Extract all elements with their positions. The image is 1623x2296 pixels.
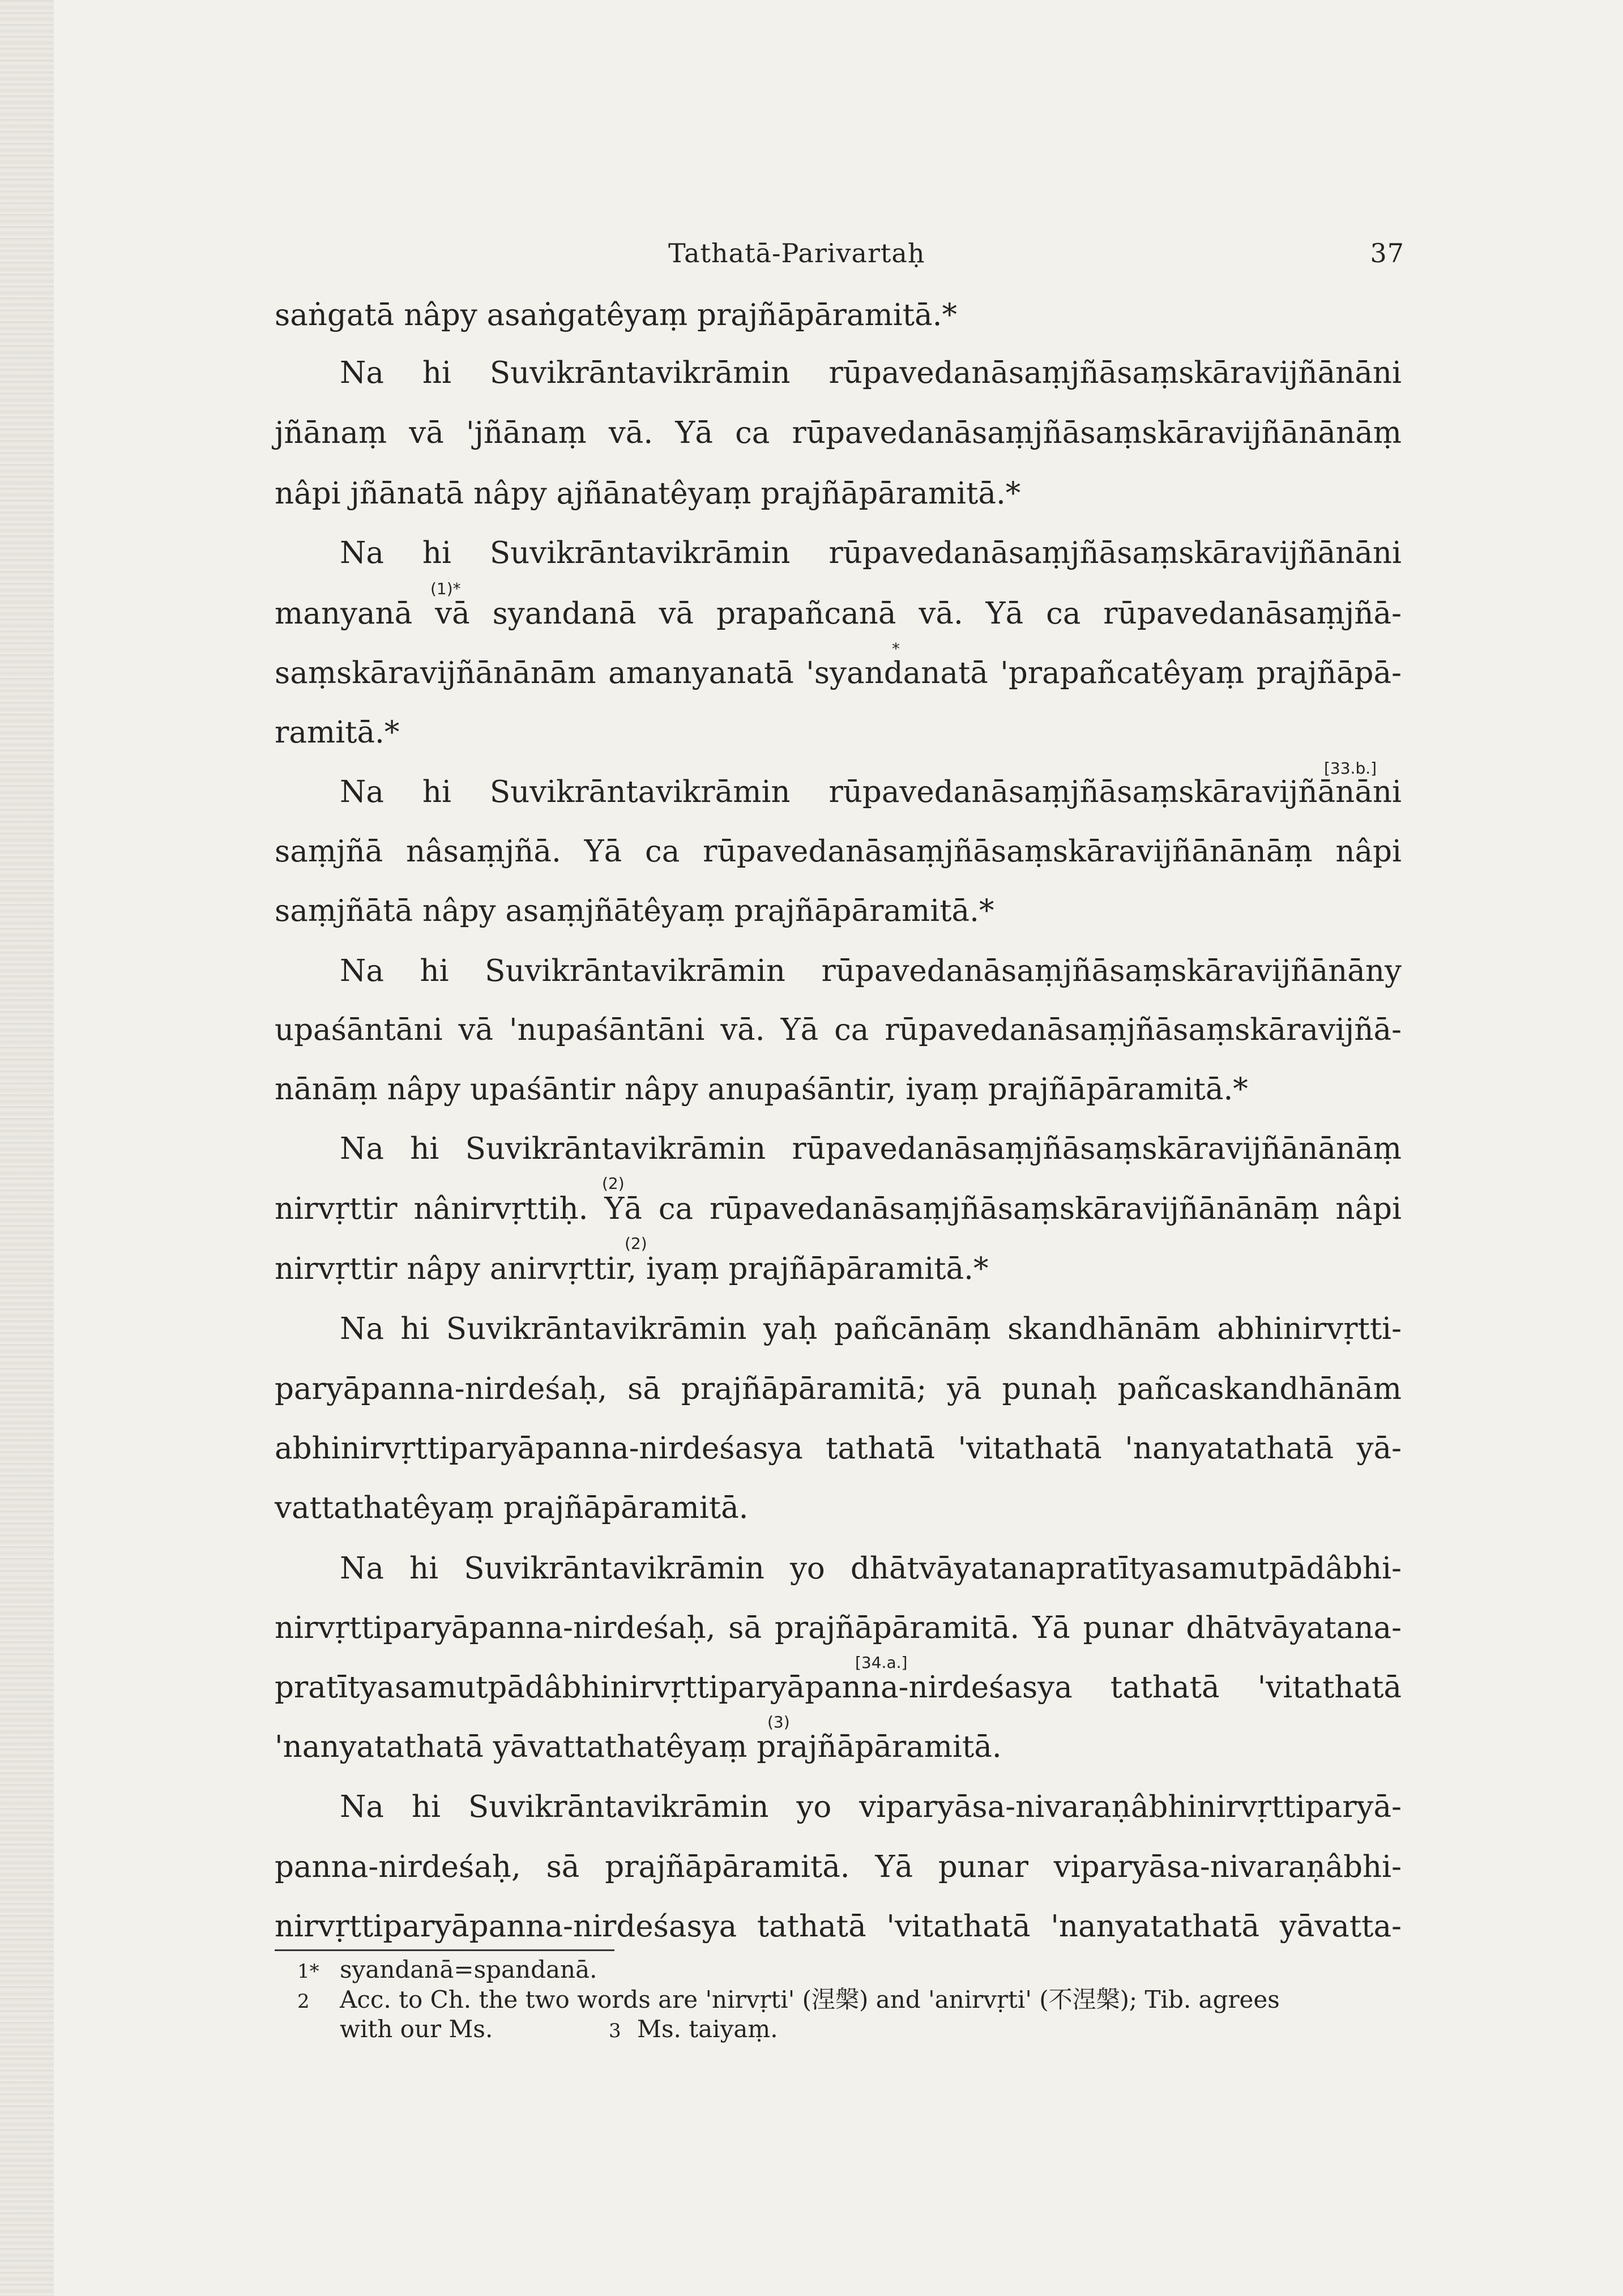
text-line: vattathatêyaṃ prajñāpāramitā. [275, 1491, 749, 1525]
footnote-text: with our Ms. [340, 2015, 493, 2043]
folio-marker: [33.b.] [1324, 759, 1377, 778]
folio-marker: [34.a.] [855, 1653, 908, 1672]
text-line: Na hi Suvikrāntavikrāmin yaḥ pañcānāṃ skandhānām abhinirvṛtti- [340, 1312, 1402, 1346]
text-line: nirvṛttir nâpy anirvṛttir, iyaṃ prajñāpāramitā.* [275, 1252, 989, 1286]
text-line: Na hi Suvikrāntavikrāmin rūpavedanāsaṃjñāsaṃskāravijñānāni [340, 536, 1402, 570]
text-line: abhinirvṛttiparyāpanna-nirdeśasya tathatā 'vitathatā 'nanyatathatā yā- [275, 1431, 1402, 1466]
text-line: ramitā.* [275, 715, 400, 750]
running-title: Tathatā-Parivartaḥ [668, 238, 925, 268]
footnote [609, 2016, 778, 2042]
text-line: nirvṛttir nânirvṛttiḥ. Yā ca rūpavedanāsaṃjñāsaṃskāravijñānānāṃ nâpi [275, 1192, 1402, 1226]
text-line: nirvṛttiparyāpanna-nirdeśaḥ, sā prajñāpāramitā. Yā punar dhātvāyatana- [275, 1611, 1402, 1645]
text-line: saṃjñā nâsaṃjñā. Yā ca rūpavedanāsaṃjñāsaṃskāravijñānānāṃ nâpi [275, 834, 1402, 869]
footnote-text: syandanā=spandanā. [340, 1956, 597, 1983]
text-line: pratītyasamutpādâbhinirvṛttiparyāpanna-nirdeśasya tathatā 'vitathatā [275, 1670, 1402, 1705]
text-line: saṅgatā nâpy asaṅgatêyaṃ prajñāpāramitā.* [275, 298, 957, 332]
scan-edge [0, 0, 54, 2296]
text-line: 'nanyatathatā yāvattathatêyaṃ prajñāpāramitā. [275, 1730, 1002, 1764]
text-line: Na hi Suvikrāntavikrāmin rūpavedanāsaṃjñāsaṃskāravijñānāny [340, 954, 1402, 988]
footnote-mark: (2) [625, 1234, 647, 1253]
footnote [297, 1957, 597, 1983]
text-line: Na hi Suvikrāntavikrāmin yo viparyāsa-nivaraṇâbhinirvṛttiparyā- [340, 1790, 1402, 1824]
footnote-mark: (3) [767, 1713, 790, 1731]
footnote-mark: (2) [602, 1174, 625, 1193]
text-line: jñānaṃ vā 'jñānaṃ vā. Yā ca rūpavedanāsaṃjñāsaṃskāravijñānānāṃ [275, 416, 1402, 450]
text-line: Na hi Suvikrāntavikrāmin yo dhātvāyatanapratītyasamutpādâbhi- [340, 1551, 1402, 1586]
text-line: nānāṃ nâpy upaśāntir nâpy anupaśāntir, iyaṃ prajñāpāramitā.* [275, 1072, 1248, 1107]
text-line: nirvṛttiparyāpanna-nirdeśasya tathatā 'vitathatā 'nanyatathatā yāvatta- [275, 1909, 1402, 1944]
footnote-rule [275, 1949, 614, 1951]
footnote [297, 1987, 1280, 2013]
footnote-number: 2 [297, 1990, 310, 2013]
text-line: manyanā vā syandanā vā prapañcanā vā. Yā ca rūpavedanāsaṃjñā- [275, 596, 1402, 631]
page-header [668, 238, 1404, 278]
text-line: Na hi Suvikrāntavikrāmin rūpavedanāsaṃjñāsaṃskāravijñānāni [340, 775, 1402, 809]
footnote-number: 1* [297, 1960, 319, 1983]
text-line: panna-nirdeśaḥ, sā prajñāpāramitā. Yā punar viparyāsa-nivaraṇâbhi- [275, 1850, 1402, 1884]
text-line: Na hi Suvikrāntavikrāmin rūpavedanāsaṃjñāsaṃskāravijñānāni [340, 356, 1402, 390]
page-number: 37 [1370, 238, 1404, 268]
asterisk-mark: * [892, 639, 900, 658]
footnote-number: 3 [609, 2020, 621, 2042]
text-line: nâpi jñānatā nâpy ajñānatêyaṃ prajñāpāramitā.* [275, 476, 1021, 511]
text-line: saṃskāravijñānānām amanyanatā 'syandanatā 'prapañcatêyaṃ prajñāpā- [275, 656, 1402, 690]
text-line: upaśāntāni vā 'nupaśāntāni vā. Yā ca rūpavedanāsaṃjñāsaṃskāravijñā- [275, 1013, 1402, 1047]
text-line: Na hi Suvikrāntavikrāmin rūpavedanāsaṃjñāsaṃskāravijñānānāṃ [340, 1132, 1402, 1166]
text-line: paryāpanna-nirdeśaḥ, sā prajñāpāramitā; yā punaḥ pañcaskandhānām [275, 1372, 1402, 1406]
footnote [340, 2016, 493, 2042]
footnote-text: Acc. to Ch. the two words are 'nirvṛti' (涅槃) and 'anirvṛti' (不涅槃); Tib. agrees [340, 1986, 1280, 2013]
text-line: saṃjñātā nâpy asaṃjñātêyaṃ prajñāpāramitā.* [275, 894, 994, 928]
footnote-mark: (1)* [430, 579, 461, 598]
footnote-text: Ms. taiyaṃ. [637, 2015, 778, 2043]
